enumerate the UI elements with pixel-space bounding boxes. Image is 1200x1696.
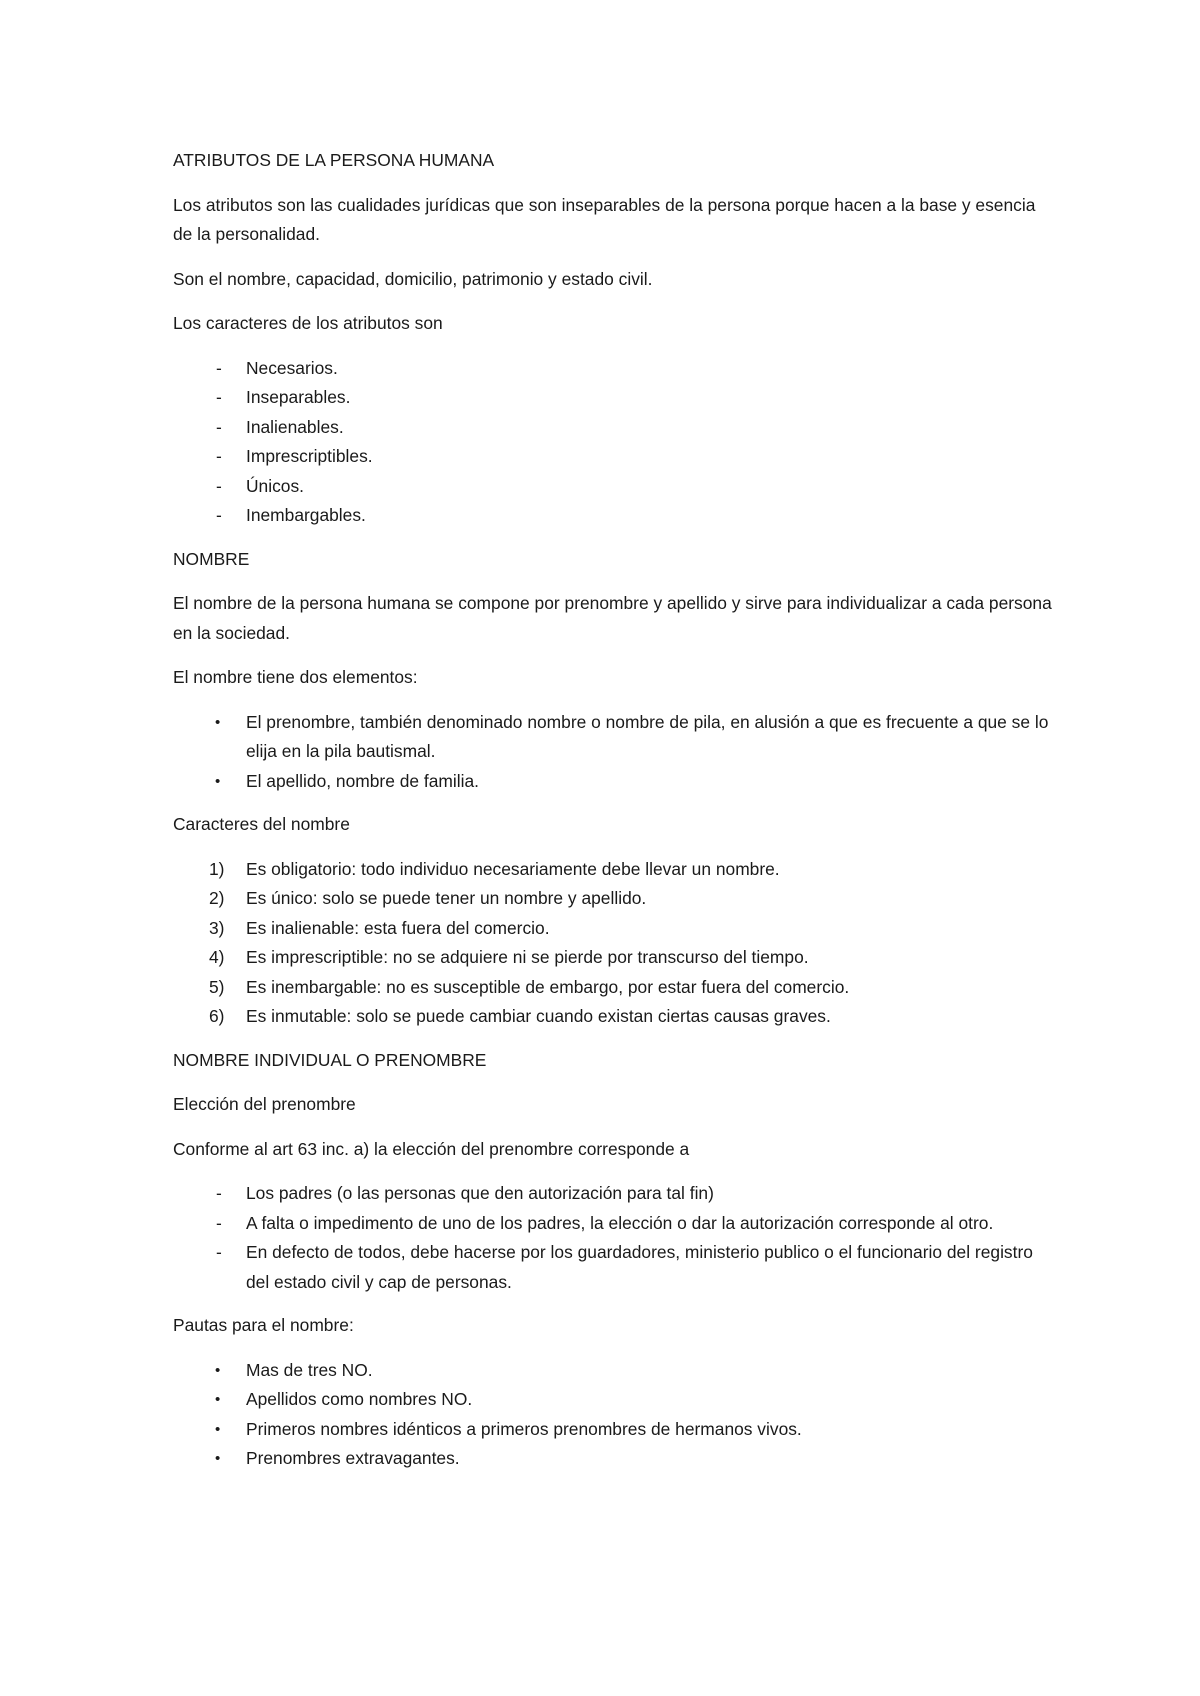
pautas-nombre-list [173,1356,1053,1474]
heading-nombre: NOMBRE [173,548,250,569]
paragraph-atributos-enumeracion: Son el nombre, capacidad, domicilio, patrimonio y estado civil. [173,268,653,289]
list-item: • El prenombre, también denominado nombre o nombre de pila, en alusión a que es frecuente a que se lo elija en la pila bautismal. [173,708,1053,767]
list-item: • Primeros nombres idénticos a primeros prenombres de hermanos vivos. [173,1415,1053,1445]
list-item: 5) Es inembargable: no es susceptible de embargo, por estar fuera del comercio. [173,973,1053,1003]
paragraph-caracteres-intro: Los caracteres de los atributos son [173,313,443,333]
number-marker: 4) [209,947,225,967]
list-item: - En defecto de todos, debe hacerse por los guardadores, ministerio publico o el funcionario del registro del estado civil y cap de personas. [173,1238,1053,1297]
paragraph-atributos-definicion: Los atributos son las cualidades jurídicas que son inseparables de la persona porque hacen a la base y esencia de la personalidad. [173,194,1036,244]
document-page [173,146,1053,1488]
caracteres-atributos-list [173,354,1053,531]
eleccion-prenombre-list [173,1179,1053,1297]
bullet-marker: • [215,1420,221,1438]
dash-marker: - [216,446,222,466]
paragraph-eleccion-prenombre: Elección del prenombre [173,1094,356,1114]
list-item: • Apellidos como nombres NO. [173,1385,1053,1415]
paragraph-caracteres-nombre: Caracteres del nombre [173,814,350,834]
list-item: - Los padres (o las personas que den autorización para tal fin) [173,1179,1053,1209]
list-item: • Prenombres extravagantes. [173,1444,1053,1474]
list-item: - Únicos. [173,472,1053,502]
list-item: 6) Es inmutable: solo se puede cambiar cuando existan ciertas causas graves. [173,1002,1053,1032]
dash-marker: - [216,475,222,496]
bullet-marker: • [215,1361,221,1379]
number-marker: 6) [209,1006,225,1026]
number-marker: 3) [209,917,225,938]
elementos-nombre-list [173,708,1053,797]
list-item: • Mas de tres NO. [173,1356,1053,1386]
list-item: - Inalienables. [173,413,1053,443]
list-item: 3) Es inalienable: esta fuera del comercio. [173,914,1053,944]
document-title: ATRIBUTOS DE LA PERSONA HUMANA [173,150,495,170]
list-item: 4) Es imprescriptible: no se adquiere ni se pierde por transcurso del tiempo. [173,943,1053,973]
number-marker: 2) [209,888,225,908]
caracteres-nombre-list [173,855,1053,1032]
paragraph-pautas: Pautas para el nombre: [173,1315,354,1335]
list-item: - Inembargables. [173,501,1053,531]
dash-marker: - [216,505,222,525]
bullet-marker: • [215,1450,221,1467]
dash-marker: - [216,357,222,378]
dash-marker: - [216,387,222,407]
list-item: 2) Es único: solo se puede tener un nombre y apellido. [173,884,1053,914]
paragraph-art-63: Conforme al art 63 inc. a) la elección del prenombre corresponde a [173,1138,690,1159]
list-item: - Necesarios. [173,354,1053,384]
dash-marker: - [216,1242,222,1262]
list-item: 1) Es obligatorio: todo individuo necesariamente debe llevar un nombre. [173,855,1053,885]
list-item: - Inseparables. [173,383,1053,413]
number-marker: 5) [209,976,225,997]
list-item: - A falta o impedimento de uno de los padres, la elección o dar la autorización corresponde al otro. [173,1209,1053,1239]
paragraph-nombre-elementos: El nombre tiene dos elementos: [173,667,418,687]
list-item: - Imprescriptibles. [173,442,1053,472]
number-marker: 1) [209,858,225,879]
paragraph-nombre-definicion: El nombre de la persona humana se compone por prenombre y apellido y sirve para individualizar a cada persona en la sociedad. [173,593,1052,643]
list-item: • El apellido, nombre de familia. [173,767,1053,797]
dash-marker: - [216,1212,222,1233]
bullet-marker: • [215,713,221,731]
dash-marker: - [216,416,222,437]
dash-marker: - [216,1183,222,1203]
bullet-marker: • [215,1391,221,1408]
bullet-marker: • [215,772,221,790]
heading-prenombre: NOMBRE INDIVIDUAL O PRENOMBRE [173,1049,487,1070]
